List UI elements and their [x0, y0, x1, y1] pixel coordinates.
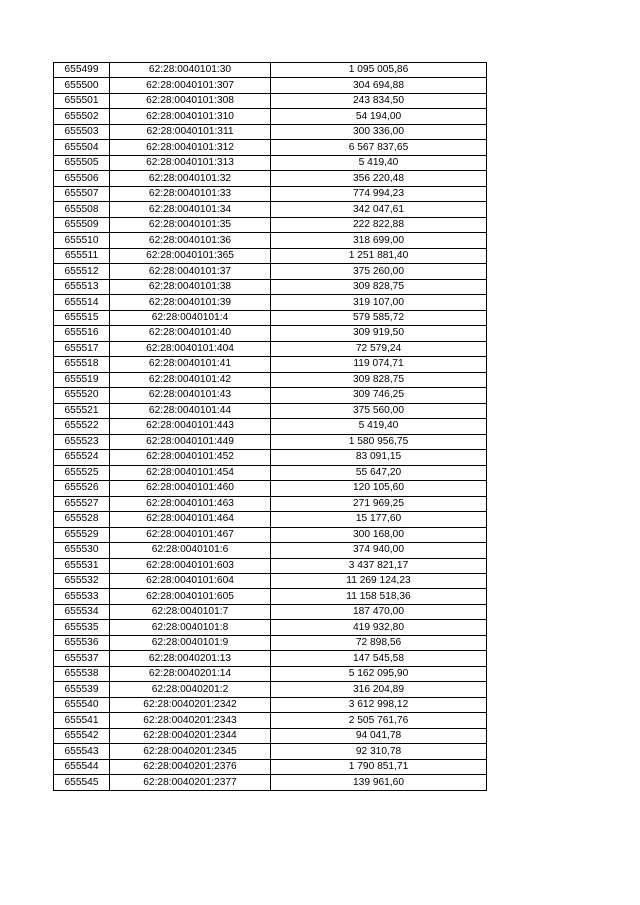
row-number-cell: 655505	[54, 155, 110, 170]
row-number-cell: 655521	[54, 403, 110, 418]
row-number-cell: 655511	[54, 248, 110, 263]
row-number-cell: 655504	[54, 140, 110, 155]
row-number-cell: 655501	[54, 93, 110, 108]
table-row	[54, 233, 487, 248]
table-row	[54, 620, 487, 635]
row-number-cell: 655500	[54, 78, 110, 93]
value-cell: 375 260,00	[271, 264, 487, 279]
table-row	[54, 697, 487, 712]
cadastral-number-cell: 62:28:0040201:2	[110, 682, 271, 697]
table-row	[54, 310, 487, 325]
value-cell: 2 505 761,76	[271, 713, 487, 728]
row-number-cell: 655538	[54, 666, 110, 681]
cadastral-number-cell: 62:28:0040101:311	[110, 124, 271, 139]
row-number-cell: 655541	[54, 713, 110, 728]
cadastral-number-cell: 62:28:0040101:365	[110, 248, 271, 263]
row-number-cell: 655534	[54, 604, 110, 619]
row-number-cell: 655535	[54, 620, 110, 635]
value-cell: 6 567 837,65	[271, 140, 487, 155]
cadastral-number-cell: 62:28:0040101:6	[110, 543, 271, 558]
row-number-cell: 655540	[54, 697, 110, 712]
cadastral-number-cell: 62:28:0040201:2377	[110, 775, 271, 790]
row-number-cell: 655518	[54, 357, 110, 372]
row-number-cell: 655513	[54, 279, 110, 294]
cadastral-number-cell: 62:28:0040201:2343	[110, 713, 271, 728]
row-number-cell: 655517	[54, 341, 110, 356]
value-cell: 139 961,60	[271, 775, 487, 790]
value-cell: 309 919,50	[271, 326, 487, 341]
row-number-cell: 655539	[54, 682, 110, 697]
table-row	[54, 202, 487, 217]
cadastral-number-cell: 62:28:0040201:13	[110, 651, 271, 666]
cadastral-number-cell: 62:28:0040101:308	[110, 93, 271, 108]
cadastral-number-cell: 62:28:0040101:43	[110, 388, 271, 403]
table-row	[54, 450, 487, 465]
table-row	[54, 63, 487, 78]
value-cell: 319 107,00	[271, 295, 487, 310]
cadastral-number-cell: 62:28:0040201:2342	[110, 697, 271, 712]
value-cell: 374 940,00	[271, 543, 487, 558]
value-cell: 11 158 518,36	[271, 589, 487, 604]
table-row	[54, 78, 487, 93]
row-number-cell: 655514	[54, 295, 110, 310]
cadastral-number-cell: 62:28:0040101:463	[110, 496, 271, 511]
cadastral-number-cell: 62:28:0040101:307	[110, 78, 271, 93]
table-row	[54, 295, 487, 310]
row-number-cell: 655537	[54, 651, 110, 666]
table-row	[54, 217, 487, 232]
table-row	[54, 419, 487, 434]
value-cell: 304 694,88	[271, 78, 487, 93]
value-cell: 72 579,24	[271, 341, 487, 356]
value-cell: 579 585,72	[271, 310, 487, 325]
cadastral-number-cell: 62:28:0040101:4	[110, 310, 271, 325]
row-number-cell: 655527	[54, 496, 110, 511]
value-cell: 54 194,00	[271, 109, 487, 124]
table-row	[54, 124, 487, 139]
table-row	[54, 573, 487, 588]
value-cell: 94 041,78	[271, 728, 487, 743]
value-cell: 300 168,00	[271, 527, 487, 542]
value-cell: 83 091,15	[271, 450, 487, 465]
table-row	[54, 651, 487, 666]
table-row	[54, 171, 487, 186]
value-cell: 147 545,58	[271, 651, 487, 666]
row-number-cell: 655510	[54, 233, 110, 248]
table-row	[54, 589, 487, 604]
value-cell: 342 047,61	[271, 202, 487, 217]
cadastral-number-cell: 62:28:0040101:449	[110, 434, 271, 449]
row-number-cell: 655544	[54, 759, 110, 774]
cadastral-number-cell: 62:28:0040101:9	[110, 635, 271, 650]
value-cell: 5 419,40	[271, 419, 487, 434]
table-row	[54, 527, 487, 542]
value-cell: 15 177,60	[271, 512, 487, 527]
table-row	[54, 635, 487, 650]
row-number-cell: 655515	[54, 310, 110, 325]
value-cell: 1 251 881,40	[271, 248, 487, 263]
value-cell: 419 932,80	[271, 620, 487, 635]
table-row	[54, 744, 487, 759]
table-row	[54, 604, 487, 619]
table-row	[54, 186, 487, 201]
value-cell: 318 699,00	[271, 233, 487, 248]
cadastral-number-cell: 62:28:0040101:310	[110, 109, 271, 124]
row-number-cell: 655531	[54, 558, 110, 573]
table-row	[54, 264, 487, 279]
cadastral-number-cell: 62:28:0040101:460	[110, 481, 271, 496]
cadastral-number-cell: 62:28:0040101:452	[110, 450, 271, 465]
table-row	[54, 666, 487, 681]
table-row	[54, 713, 487, 728]
cadastral-number-cell: 62:28:0040101:604	[110, 573, 271, 588]
table-row	[54, 140, 487, 155]
value-cell: 92 310,78	[271, 744, 487, 759]
value-cell: 309 828,75	[271, 372, 487, 387]
cadastral-number-cell: 62:28:0040101:41	[110, 357, 271, 372]
table-row	[54, 357, 487, 372]
table-row	[54, 558, 487, 573]
cadastral-number-cell: 62:28:0040101:605	[110, 589, 271, 604]
table-row	[54, 543, 487, 558]
cadastral-number-cell: 62:28:0040101:40	[110, 326, 271, 341]
cadastral-number-cell: 62:28:0040101:36	[110, 233, 271, 248]
table-row	[54, 512, 487, 527]
cadastral-number-cell: 62:28:0040101:404	[110, 341, 271, 356]
cadastral-number-cell: 62:28:0040201:2345	[110, 744, 271, 759]
row-number-cell: 655520	[54, 388, 110, 403]
row-number-cell: 655523	[54, 434, 110, 449]
table-row	[54, 155, 487, 170]
row-number-cell: 655516	[54, 326, 110, 341]
row-number-cell: 655507	[54, 186, 110, 201]
value-cell: 1 790 851,71	[271, 759, 487, 774]
row-number-cell: 655509	[54, 217, 110, 232]
value-cell: 309 746,25	[271, 388, 487, 403]
row-number-cell: 655542	[54, 728, 110, 743]
value-cell: 271 969,25	[271, 496, 487, 511]
row-number-cell: 655512	[54, 264, 110, 279]
table-row	[54, 496, 487, 511]
row-number-cell: 655508	[54, 202, 110, 217]
row-number-cell: 655543	[54, 744, 110, 759]
value-cell: 222 822,88	[271, 217, 487, 232]
row-number-cell: 655506	[54, 171, 110, 186]
cadastral-number-cell: 62:28:0040101:454	[110, 465, 271, 480]
table-row	[54, 279, 487, 294]
cadastral-number-cell: 62:28:0040101:464	[110, 512, 271, 527]
value-cell: 119 074,71	[271, 357, 487, 372]
table-row	[54, 481, 487, 496]
value-cell: 3 437 821,17	[271, 558, 487, 573]
cadastral-number-cell: 62:28:0040101:39	[110, 295, 271, 310]
cadastral-number-cell: 62:28:0040101:467	[110, 527, 271, 542]
cadastral-number-cell: 62:28:0040101:7	[110, 604, 271, 619]
table-row	[54, 341, 487, 356]
row-number-cell: 655536	[54, 635, 110, 650]
value-cell: 72 898,56	[271, 635, 487, 650]
value-cell: 120 105,60	[271, 481, 487, 496]
cadastral-number-cell: 62:28:0040101:603	[110, 558, 271, 573]
value-cell: 356 220,48	[271, 171, 487, 186]
value-cell: 1 580 956,75	[271, 434, 487, 449]
cadastral-number-cell: 62:28:0040101:35	[110, 217, 271, 232]
table-row	[54, 93, 487, 108]
cadastral-number-cell: 62:28:0040201:2344	[110, 728, 271, 743]
document-page	[53, 62, 486, 791]
value-cell: 1 095 005,86	[271, 63, 487, 78]
cadastral-number-cell: 62:28:0040101:8	[110, 620, 271, 635]
value-cell: 11 269 124,23	[271, 573, 487, 588]
table-body	[54, 63, 487, 791]
table-row	[54, 682, 487, 697]
row-number-cell: 655503	[54, 124, 110, 139]
row-number-cell: 655528	[54, 512, 110, 527]
value-cell: 316 204,89	[271, 682, 487, 697]
value-cell: 187 470,00	[271, 604, 487, 619]
value-cell: 3 612 998,12	[271, 697, 487, 712]
table-row	[54, 403, 487, 418]
value-cell: 5 419,40	[271, 155, 487, 170]
table-row	[54, 759, 487, 774]
value-cell: 5 162 095,90	[271, 666, 487, 681]
table-row	[54, 388, 487, 403]
cadastral-number-cell: 62:28:0040101:37	[110, 264, 271, 279]
cadastral-number-cell: 62:28:0040101:38	[110, 279, 271, 294]
row-number-cell: 655529	[54, 527, 110, 542]
cadastral-number-cell: 62:28:0040101:34	[110, 202, 271, 217]
value-cell: 309 828,75	[271, 279, 487, 294]
table-row	[54, 775, 487, 790]
row-number-cell: 655524	[54, 450, 110, 465]
cadastral-number-cell: 62:28:0040101:30	[110, 63, 271, 78]
row-number-cell: 655502	[54, 109, 110, 124]
row-number-cell: 655533	[54, 589, 110, 604]
cadastral-number-cell: 62:28:0040101:42	[110, 372, 271, 387]
row-number-cell: 655522	[54, 419, 110, 434]
cadastral-number-cell: 62:28:0040101:33	[110, 186, 271, 201]
row-number-cell: 655530	[54, 543, 110, 558]
cadastral-number-cell: 62:28:0040101:443	[110, 419, 271, 434]
row-number-cell: 655526	[54, 481, 110, 496]
row-number-cell: 655499	[54, 63, 110, 78]
cadastral-value-table	[53, 62, 487, 791]
cadastral-number-cell: 62:28:0040201:14	[110, 666, 271, 681]
cadastral-number-cell: 62:28:0040101:32	[110, 171, 271, 186]
table-row	[54, 465, 487, 480]
cadastral-number-cell: 62:28:0040101:313	[110, 155, 271, 170]
row-number-cell: 655545	[54, 775, 110, 790]
cadastral-number-cell: 62:28:0040101:312	[110, 140, 271, 155]
table-row	[54, 109, 487, 124]
table-row	[54, 326, 487, 341]
value-cell: 774 994,23	[271, 186, 487, 201]
table-row	[54, 248, 487, 263]
table-row	[54, 434, 487, 449]
value-cell: 55 647,20	[271, 465, 487, 480]
row-number-cell: 655525	[54, 465, 110, 480]
table-row	[54, 372, 487, 387]
cadastral-number-cell: 62:28:0040101:44	[110, 403, 271, 418]
row-number-cell: 655519	[54, 372, 110, 387]
value-cell: 375 560,00	[271, 403, 487, 418]
cadastral-number-cell: 62:28:0040201:2376	[110, 759, 271, 774]
row-number-cell: 655532	[54, 573, 110, 588]
value-cell: 300 336,00	[271, 124, 487, 139]
table-row	[54, 728, 487, 743]
value-cell: 243 834,50	[271, 93, 487, 108]
